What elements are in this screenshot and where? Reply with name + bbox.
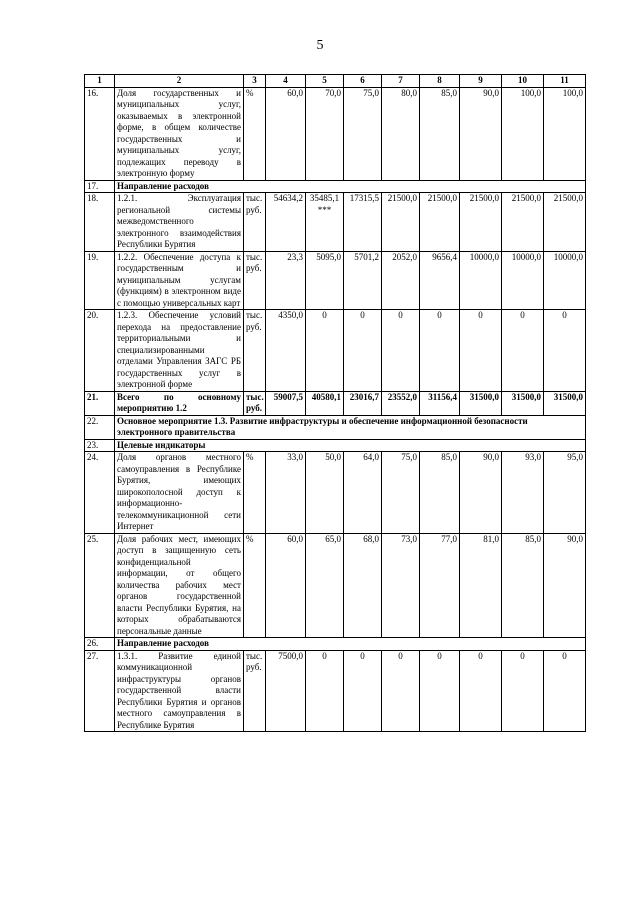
value-cell: 5095,0 — [306, 251, 344, 310]
row-number: 16. — [85, 87, 115, 180]
value-cell: 73,0 — [382, 533, 420, 638]
value-cell: 100,0 — [544, 87, 586, 180]
unit-cell: % — [244, 87, 266, 180]
table-row — [85, 650, 586, 732]
value-cell: 75,0 — [344, 87, 382, 180]
value-cell: 31500,0 — [544, 391, 586, 415]
unit-cell: тыс. руб. — [244, 251, 266, 310]
value-cell: 81,0 — [460, 533, 502, 638]
section-heading: Направление расходов — [115, 638, 586, 651]
value-cell: 2052,0 — [382, 251, 420, 310]
value-cell: 35485,1 *** — [306, 193, 344, 252]
header-cell-9: 9 — [460, 75, 502, 88]
value-cell: 10000,0 — [502, 251, 544, 310]
indicators-table — [84, 74, 586, 732]
value-cell: 23016,7 — [344, 391, 382, 415]
row-number: 26. — [85, 638, 115, 651]
section-heading: Направление расходов — [115, 180, 586, 193]
row-number: 27. — [85, 650, 115, 732]
value-cell: 4350,0 — [266, 310, 306, 392]
value-cell: 21500,0 — [502, 193, 544, 252]
value-cell: 70,0 — [306, 87, 344, 180]
value-cell: 60,0 — [266, 87, 306, 180]
indicator-name: 1.3.1. Развитие единой коммуникационной инфраструктуры органов государственной власти Республики Бурятия и органов местного самоуправления в Республике Бурятия — [115, 650, 244, 732]
value-cell: 33,0 — [266, 452, 306, 534]
value-cell: 85,0 — [420, 452, 460, 534]
value-cell: 65,0 — [306, 533, 344, 638]
table-row — [85, 439, 586, 452]
unit-cell: тыс. руб. — [244, 650, 266, 732]
header-cell-11: 11 — [544, 75, 586, 88]
value-cell: 0 — [502, 310, 544, 392]
value-cell: 0 — [544, 310, 586, 392]
value-cell: 0 — [344, 310, 382, 392]
value-cell: 21500,0 — [382, 193, 420, 252]
unit-cell: % — [244, 452, 266, 534]
row-number: 19. — [85, 251, 115, 310]
value-cell: 10000,0 — [544, 251, 586, 310]
value-cell: 17315,5 — [344, 193, 382, 252]
value-cell: 23,3 — [266, 251, 306, 310]
value-cell: 85,0 — [502, 533, 544, 638]
unit-cell: тыс. руб. — [244, 193, 266, 252]
value-cell: 0 — [460, 310, 502, 392]
section-heading: Основное мероприятие 1.3. Развитие инфраструктуры и обеспечение информационной безопасности электронного правительства — [115, 415, 586, 439]
value-cell: 100,0 — [502, 87, 544, 180]
indicator-name: Доля государственных и муниципальных услуг, оказываемых в электронной форме, в общем количестве государственных и муниципальных услуг, подлежащих переводу в электронную форму — [115, 87, 244, 180]
value-cell: 64,0 — [344, 452, 382, 534]
table-row — [85, 180, 586, 193]
value-cell: 0 — [306, 650, 344, 732]
value-cell: 59007,5 — [266, 391, 306, 415]
value-cell: 90,0 — [460, 452, 502, 534]
table-row — [85, 310, 586, 392]
value-cell: 9656,4 — [420, 251, 460, 310]
value-cell: 85,0 — [420, 87, 460, 180]
table-row — [85, 452, 586, 534]
table-row — [85, 638, 586, 651]
header-cell-8: 8 — [420, 75, 460, 88]
header-cell-5: 5 — [306, 75, 344, 88]
row-number: 25. — [85, 533, 115, 638]
value-cell: 60,0 — [266, 533, 306, 638]
header-cell-7: 7 — [382, 75, 420, 88]
value-cell: 21500,0 — [420, 193, 460, 252]
table-row — [85, 391, 586, 415]
table-row — [85, 415, 586, 439]
indicator-name: 1.2.2. Обеспечение доступа к государственным и муниципальным услугам (функциям) в электронном виде с помощью универсальных карт — [115, 251, 244, 310]
header-cell-3: 3 — [244, 75, 266, 88]
value-cell: 7500,0 — [266, 650, 306, 732]
value-cell: 0 — [382, 650, 420, 732]
value-cell: 0 — [544, 650, 586, 732]
value-cell: 93,0 — [502, 452, 544, 534]
unit-cell: тыс. руб. — [244, 310, 266, 392]
value-cell: 23552,0 — [382, 391, 420, 415]
value-cell: 77,0 — [420, 533, 460, 638]
row-number: 23. — [85, 439, 115, 452]
value-cell: 54634,2 — [266, 193, 306, 252]
value-cell: 31500,0 — [502, 391, 544, 415]
value-cell: 5701,2 — [344, 251, 382, 310]
table-header-row — [85, 75, 586, 88]
unit-cell: тыс. руб. — [244, 391, 266, 415]
table-row — [85, 251, 586, 310]
row-number: 18. — [85, 193, 115, 252]
header-cell-10: 10 — [502, 75, 544, 88]
value-cell: 0 — [420, 310, 460, 392]
row-number: 17. — [85, 180, 115, 193]
section-heading: Целевые индикаторы — [115, 439, 586, 452]
header-cell-2: 2 — [115, 75, 244, 88]
value-cell: 80,0 — [382, 87, 420, 180]
indicator-name: Всего по основному мероприятию 1.2 — [115, 391, 244, 415]
indicator-name: 1.2.1. Эксплуатация региональной системы межведомственного электронного взаимодействия Республики Бурятия — [115, 193, 244, 252]
value-cell: 40580,1 — [306, 391, 344, 415]
value-cell: 21500,0 — [460, 193, 502, 252]
indicator-name: Доля рабочих мест, имеющих доступ в защищенную сеть конфиденциальной информации, от общего количества рабочих мест органов государственной власти Республики Бурятия, на которых обрабатываются персональные данные — [115, 533, 244, 638]
table-row — [85, 533, 586, 638]
value-cell: 50,0 — [306, 452, 344, 534]
value-cell: 0 — [344, 650, 382, 732]
indicator-name: 1.2.3. Обеспечение условий перехода на предоставление территориальными и специализированными отделами Управления ЗАГС РБ государственных услуг в электронной форме — [115, 310, 244, 392]
value-cell: 75,0 — [382, 452, 420, 534]
value-cell: 31500,0 — [460, 391, 502, 415]
row-number: 20. — [85, 310, 115, 392]
page-number: 5 — [316, 38, 324, 53]
header-cell-6: 6 — [344, 75, 382, 88]
header-cell-1: 1 — [85, 75, 115, 88]
value-cell: 0 — [420, 650, 460, 732]
value-cell: 68,0 — [344, 533, 382, 638]
value-cell: 10000,0 — [460, 251, 502, 310]
value-cell: 21500,0 — [544, 193, 586, 252]
value-cell: 90,0 — [544, 533, 586, 638]
value-cell: 0 — [502, 650, 544, 732]
value-cell: 95,0 — [544, 452, 586, 534]
value-cell: 90,0 — [460, 87, 502, 180]
unit-cell: % — [244, 533, 266, 638]
value-cell: 0 — [382, 310, 420, 392]
table-row — [85, 193, 586, 252]
value-cell: 0 — [306, 310, 344, 392]
row-number: 24. — [85, 452, 115, 534]
value-cell: 0 — [460, 650, 502, 732]
row-number: 22. — [85, 415, 115, 439]
table-row — [85, 87, 586, 180]
indicator-name: Доля органов местного самоуправления в Республике Бурятия, имеющих широкополосной доступ к информационно-телекоммуникационной сети Интернет — [115, 452, 244, 534]
header-cell-4: 4 — [266, 75, 306, 88]
value-cell: 31156,4 — [420, 391, 460, 415]
row-number: 21. — [85, 391, 115, 415]
